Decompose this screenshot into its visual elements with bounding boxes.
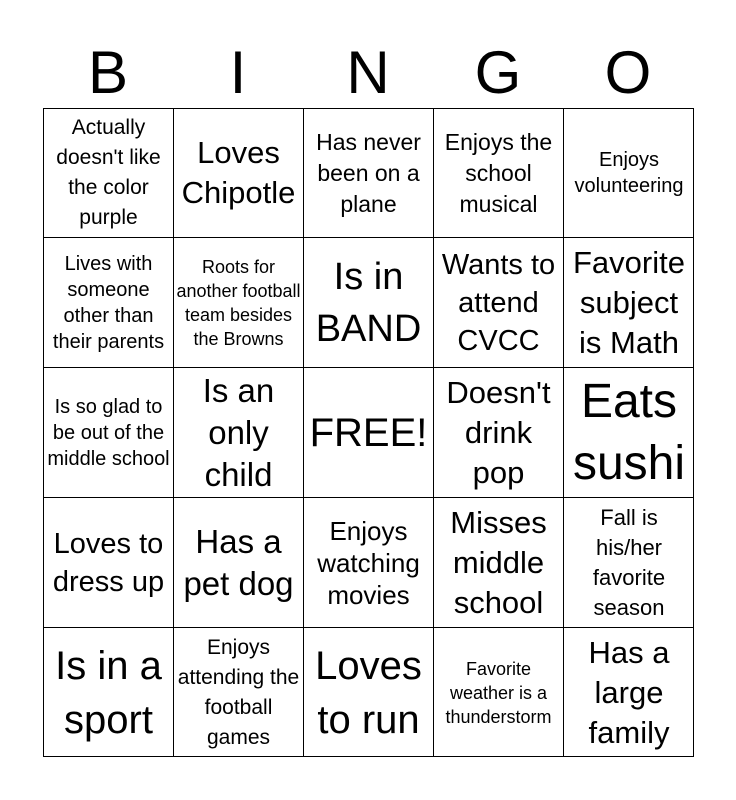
bingo-square[interactable] xyxy=(174,368,304,498)
free-space: FREE! xyxy=(309,410,428,455)
square-text: Favorite subject is Math xyxy=(573,244,685,360)
square-text: Doesn't drink pop xyxy=(446,374,551,490)
header-letter-o: O xyxy=(604,39,652,106)
square-text: Misses middle school xyxy=(450,504,547,620)
square-text: Wants to attend CVCC xyxy=(441,248,556,357)
bingo-square[interactable] xyxy=(564,628,694,757)
bingo-board xyxy=(43,108,694,757)
square-text: Has a pet dog xyxy=(183,522,294,602)
bingo-square[interactable] xyxy=(174,238,304,368)
square-text: Lives with someone other than their parents xyxy=(52,252,165,353)
square-text: Eats sushi xyxy=(572,374,686,490)
bingo-square[interactable] xyxy=(174,628,304,757)
square-text: Enjoys attending the football games xyxy=(177,635,300,749)
header-letter-i: I xyxy=(229,39,247,106)
square-text: Loves to run xyxy=(315,643,422,742)
square-text: Roots for another football team besides the Browns xyxy=(176,256,301,349)
bingo-square[interactable] xyxy=(434,498,564,628)
square-text: Is so glad to be out of the middle school xyxy=(47,395,170,470)
bingo-square[interactable] xyxy=(434,368,564,498)
bingo-square[interactable] xyxy=(174,498,304,628)
header-letter-b: B xyxy=(87,39,129,106)
square-text: Actually doesn't like the color purple xyxy=(56,116,161,229)
bingo-square[interactable] xyxy=(434,628,564,757)
header-letter-g: G xyxy=(474,39,522,106)
square-text: Favorite weather is a thunderstorm xyxy=(445,658,552,727)
bingo-square[interactable] xyxy=(44,628,174,757)
square-text: Loves to dress up xyxy=(52,527,165,598)
square-text: Is an only child xyxy=(202,371,275,493)
bingo-header xyxy=(43,38,693,108)
bingo-square[interactable] xyxy=(564,238,694,368)
bingo-square[interactable] xyxy=(564,109,694,238)
square-text: Enjoys volunteering xyxy=(574,149,684,197)
square-text: Is in BAND xyxy=(315,255,422,350)
bingo-square[interactable] xyxy=(44,109,174,238)
bingo-square[interactable] xyxy=(564,368,694,498)
bingo-square[interactable] xyxy=(174,109,304,238)
bingo-square[interactable] xyxy=(304,498,434,628)
bingo-square[interactable] xyxy=(44,368,174,498)
bingo-square[interactable] xyxy=(434,109,564,238)
bingo-square[interactable] xyxy=(304,628,434,757)
bingo-square[interactable] xyxy=(304,109,434,238)
bingo-square[interactable] xyxy=(44,238,174,368)
bingo-square[interactable] xyxy=(564,498,694,628)
bingo-square[interactable] xyxy=(304,238,434,368)
bingo-square[interactable] xyxy=(304,368,434,498)
square-text: Fall is his/her favorite season xyxy=(592,504,666,620)
square-text: Enjoys watching movies xyxy=(317,515,420,610)
square-text: Enjoys the school musical xyxy=(444,128,553,217)
square-text: Has a large family xyxy=(588,634,670,750)
header-letter-n: N xyxy=(346,39,390,106)
bingo-square[interactable] xyxy=(44,498,174,628)
square-text: Has never been on a plane xyxy=(316,128,421,217)
square-text: Is in a sport xyxy=(55,643,162,742)
square-text: Loves Chipotle xyxy=(181,135,296,210)
bingo-square[interactable] xyxy=(434,238,564,368)
